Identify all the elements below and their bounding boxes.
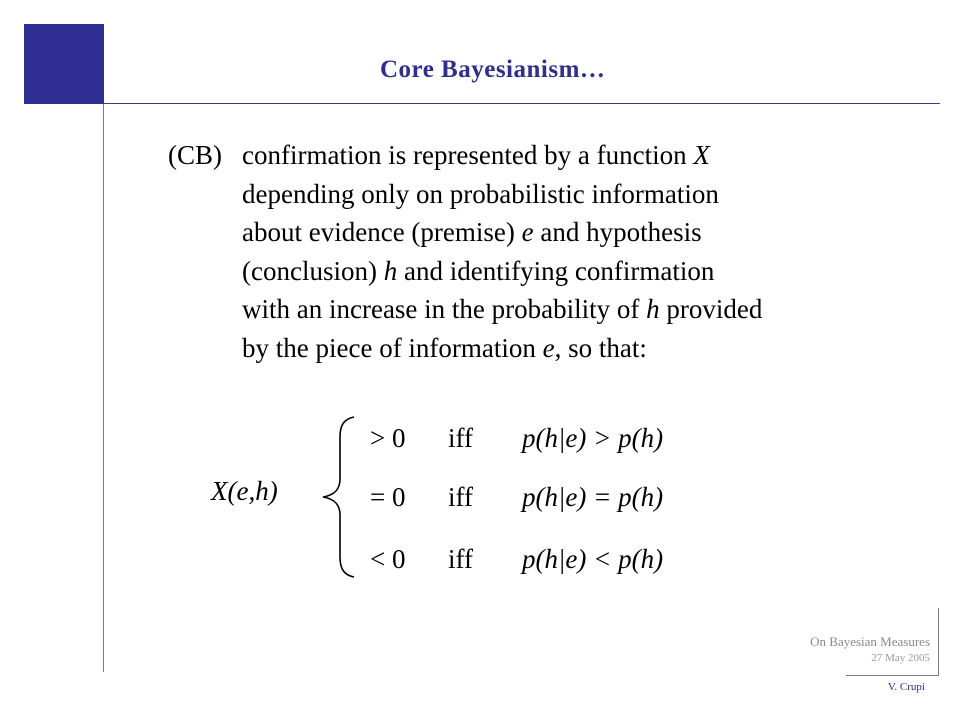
definition-line-1: depending only on probabilistic information <box>242 178 719 209</box>
equation-case <box>370 482 663 513</box>
definition-line-5b: , so that: <box>554 332 647 363</box>
variable-h: h <box>383 255 398 286</box>
definition-line-2a: about evidence (premise) <box>242 217 522 247</box>
case-condition: > 0 <box>370 423 406 453</box>
footer-date: 27 May 2005 <box>871 652 930 664</box>
definition-line <box>168 136 762 175</box>
variable-e: e <box>521 217 534 247</box>
case-condition: = 0 <box>370 482 406 512</box>
definition-line-0: confirmation is represented by a function <box>242 140 694 170</box>
case-iff: iff <box>448 482 473 512</box>
slide-title: Core Bayesianism… <box>380 56 606 83</box>
case-relation: p(h|e) > p(h) <box>522 423 664 453</box>
footer-rule <box>938 608 939 676</box>
variable-h: h <box>646 294 660 324</box>
definition-line-3b: and identifying confirmation <box>397 255 715 286</box>
definition-line-4a: with an increase in the probability of <box>242 294 647 324</box>
variable-x: X <box>693 140 710 170</box>
equation-case <box>370 544 663 575</box>
case-iff: iff <box>448 544 473 574</box>
footer-rule <box>846 675 939 676</box>
accent-square <box>24 24 104 104</box>
definition-line-2b: and hypothesis <box>533 217 702 247</box>
equation-lhs: X(e,h) <box>211 476 278 506</box>
definition-line-5a: by the piece of information <box>242 332 543 363</box>
definition-line <box>168 329 762 368</box>
case-condition: < 0 <box>370 544 406 574</box>
left-rule <box>103 104 104 672</box>
case-relation: p(h|e) < p(h) <box>522 544 664 574</box>
definition-line <box>168 175 762 214</box>
definition-line-3a: (conclusion) <box>242 255 384 286</box>
definition-label: (CB) <box>168 140 222 170</box>
footer-title: On Bayesian Measures <box>810 634 930 649</box>
case-iff: iff <box>448 423 473 453</box>
variable-e: e <box>542 332 555 363</box>
left-brace-icon <box>318 415 358 580</box>
definition-line <box>168 290 762 329</box>
title-rule <box>104 103 940 104</box>
case-relation: p(h|e) = p(h) <box>522 482 664 512</box>
definition-line <box>168 252 762 291</box>
definition-paragraph <box>168 136 762 367</box>
definition-line <box>168 213 762 252</box>
equation-case <box>370 423 663 454</box>
footer-author: V. Crupi <box>887 681 925 693</box>
definition-line-4b: provided <box>659 294 763 324</box>
